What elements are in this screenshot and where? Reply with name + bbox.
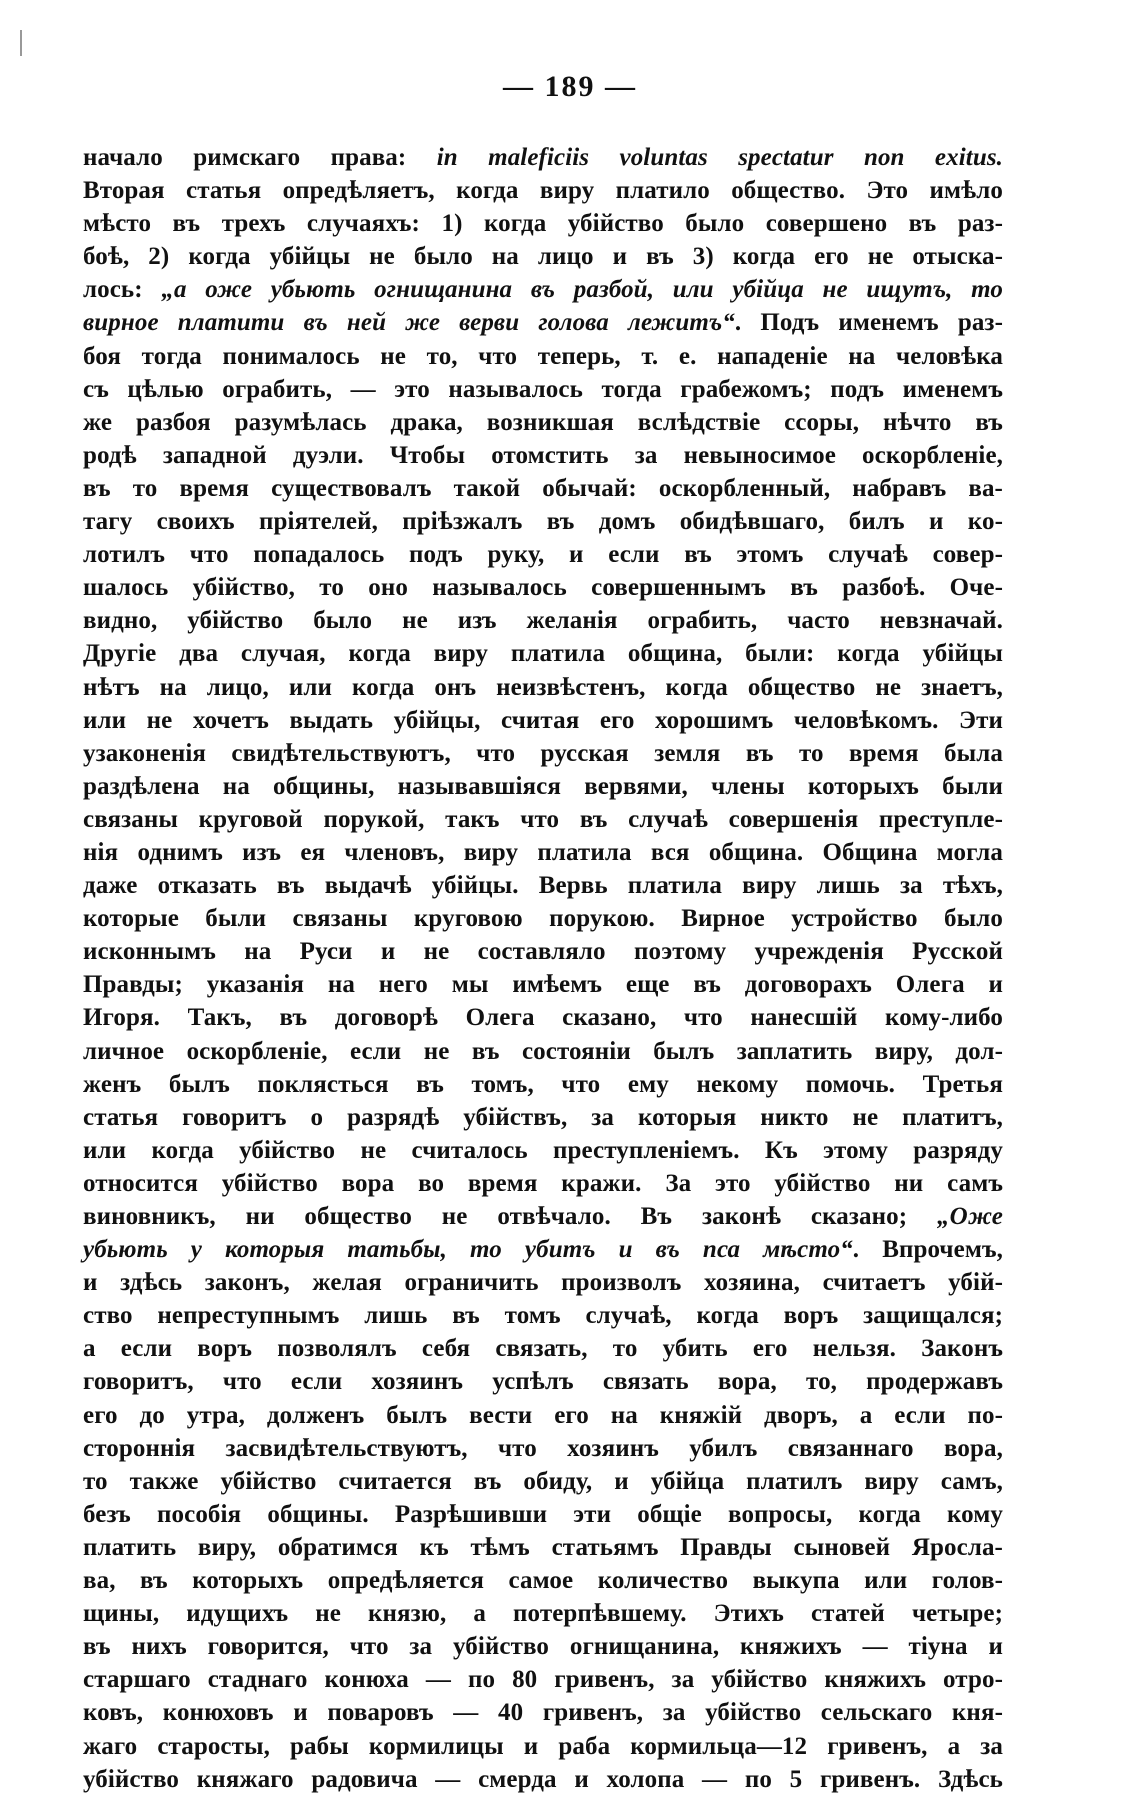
- text-line: [83, 1432, 1003, 1465]
- text-line: [83, 1564, 1003, 1597]
- text-line: [83, 1763, 1003, 1796]
- text-segment: относится убійство вора во время кражи. За это убійство ни самъ: [83, 1169, 1003, 1197]
- text-line: [83, 869, 1003, 902]
- text-segment: въ то время существовалъ такой обычай: оскорбленный, набравъ ва-: [83, 474, 1003, 502]
- text-line: [83, 1233, 1003, 1266]
- text-segment: . Подъ именемъ раз-: [734, 309, 1003, 337]
- text-segment: щины, идущихъ не князю, а потерпѣвшему. Этихъ статей четыре;: [83, 1600, 1003, 1628]
- text-segment: начало римскаго права:: [83, 144, 437, 171]
- text-line: [83, 1630, 1003, 1663]
- text-segment: безъ пособія общины. Разрѣшивши эти общіе вопросы, когда кому: [83, 1500, 1003, 1528]
- text-segment: или не хочетъ выдать убійцы, считая его хорошимъ человѣкомъ. Эти: [83, 706, 1003, 734]
- text-segment: ковъ, конюховъ и поваровъ — 40 гривенъ, за убійство сельскаго кня-: [83, 1699, 1003, 1727]
- text-segment: родѣ западной дуэли. Чтобы отомстить за невыносимое оскорбленіе,: [83, 441, 1003, 469]
- text-segment: видно, убійство было не изъ желанія ограбить, часто невзначай.: [83, 607, 1003, 635]
- text-segment: виновникъ, ни общество не отвѣчало. Въ законѣ сказано;: [83, 1203, 937, 1230]
- text-segment: которые были связаны круговою порукою. Вирное устройство было: [83, 905, 1003, 933]
- text-segment: даже отказать въ выдачѣ убійцы. Вервь платила виру лишь за тѣхъ,: [83, 872, 1003, 900]
- text-segment: и здѣсь законъ, желая ограничить произволъ хозяина, считаетъ убій-: [83, 1269, 1003, 1297]
- text-segment: ва, въ которыхъ опредѣляется самое количество выкупа или голов-: [83, 1567, 1003, 1595]
- text-line: [83, 141, 1003, 174]
- text-segment: Игоря. Такъ, въ договорѣ Олега сказано, что нанесшій кому-либо: [83, 1004, 1003, 1032]
- text-segment: стороннія засвидѣтельствуютъ, что хозяинъ убилъ связаннаго вора,: [83, 1434, 1003, 1462]
- text-line: [83, 1663, 1003, 1696]
- text-line: [83, 1167, 1003, 1200]
- text-line: [83, 1531, 1003, 1564]
- italic-quote-segment: „Оже: [936, 1203, 1003, 1230]
- text-line: [83, 637, 1003, 670]
- text-line: [83, 505, 1003, 538]
- text-segment: убійство княжаго радовича — смерда и холопа — по 5 гривенъ. Здѣсь: [83, 1765, 1003, 1793]
- text-line: [83, 273, 1003, 306]
- text-segment: въ нихъ говорится, что за убійство огнищанина, княжихъ — тіуна и: [83, 1633, 1003, 1661]
- text-line: [83, 538, 1003, 571]
- text-segment: шалось убійство, то оно называлось совершеннымъ въ разбоѣ. Оче-: [83, 574, 1003, 602]
- text-segment: Вторая статья опредѣляетъ, когда виру платило общество. Это имѣло: [83, 177, 1003, 205]
- text-line: [83, 704, 1003, 737]
- italic-quote-segment: убьють у которыя татьбы, то убитъ и въ пса мѣсто“: [83, 1236, 853, 1264]
- text-line: [83, 671, 1003, 704]
- text-segment: а если воръ позволялъ себя связать, то убить его нельзя. Законъ: [83, 1335, 1003, 1363]
- text-line: [83, 968, 1003, 1001]
- text-line: [83, 1465, 1003, 1498]
- text-line: [83, 571, 1003, 604]
- text-line: [83, 174, 1003, 207]
- text-segment: Правды; указанія на него мы имѣемъ еще въ договорахъ Олега и: [83, 971, 1003, 999]
- text-segment: боѣ, 2) когда убійцы не было на лицо и въ 3) когда его не отыска-: [83, 243, 1003, 271]
- text-line: [83, 1068, 1003, 1101]
- text-segment: нія однимъ изъ ея членовъ, виру платила вся община. Община могла: [83, 838, 1003, 866]
- text-segment: лотилъ что попадалось подъ руку, и если въ этомъ случаѣ совер-: [83, 541, 1003, 569]
- text-line: [83, 803, 1003, 836]
- text-line: [83, 1266, 1003, 1299]
- text-segment: Другіе два случая, когда виру платила община, были: когда убійцы: [83, 640, 1003, 668]
- text-segment: раздѣлена на общины, называвшіяся вервями, члены которыхъ были: [83, 772, 1003, 800]
- text-line: [83, 207, 1003, 240]
- text-segment: связаны круговой порукой, такъ что въ случаѣ совершенія преступле-: [83, 805, 1003, 833]
- text-segment: его до утра, долженъ былъ вести его на княжій дворъ, а если по-: [83, 1401, 1003, 1429]
- italic-quote-segment: „а оже убьють огнищанина въ разбой, или убійца не ищутъ, то: [161, 276, 1003, 304]
- text-line: [83, 902, 1003, 935]
- body-text: [83, 141, 1003, 1796]
- text-segment: ство непреступнымъ лишь въ томъ случаѣ, когда воръ защищался;: [83, 1302, 1003, 1330]
- text-line: [83, 836, 1003, 869]
- italic-quote-segment: in maleficiis voluntas spectatur non exitus.: [436, 144, 1003, 171]
- text-line: [83, 1730, 1003, 1763]
- text-segment: исконнымъ на Руси и не составляло поэтому учрежденія Русской: [83, 938, 1003, 966]
- text-segment: женъ былъ поклясться въ томъ, что ему некому помочь. Третья: [83, 1070, 1003, 1098]
- text-line: [83, 340, 1003, 373]
- text-segment: или когда убійство не считалось преступленіемъ. Къ этому разряду: [83, 1136, 1003, 1164]
- text-segment: съ цѣлью ограбить, — это называлось тогда грабежомъ; подъ именемъ: [83, 375, 1003, 403]
- text-line: [83, 1134, 1003, 1167]
- text-line: [83, 1332, 1003, 1365]
- text-segment: статья говоритъ о разрядѣ убійствъ, за которыя никто не платитъ,: [83, 1103, 1003, 1131]
- text-segment: то также убійство считается въ обиду, и убійца платилъ виру самъ,: [83, 1467, 1003, 1495]
- text-segment: узаконенія свидѣтельствуютъ, что русская земля въ то время была: [83, 739, 1003, 767]
- text-segment: лось:: [83, 276, 162, 304]
- text-line: [83, 406, 1003, 439]
- text-segment: жаго старосты, рабы кормилицы и раба кормильца—12 гривенъ, а за: [83, 1732, 1003, 1760]
- page-number: — 189 —: [503, 70, 637, 103]
- text-segment: платить виру, обратимся къ тѣмъ статьямъ Правды сыновей Яросла-: [83, 1533, 1003, 1561]
- text-segment: тагу своихъ пріятелей, пріѣзжалъ въ домъ обидѣвшаго, билъ и ко-: [83, 508, 1003, 536]
- text-line: [83, 1365, 1003, 1398]
- italic-quote-segment: вирное платити въ ней же верви голова лежитъ“: [83, 309, 735, 337]
- text-segment: . Впрочемъ,: [852, 1236, 1003, 1264]
- text-line: [83, 737, 1003, 770]
- text-line: [83, 935, 1003, 968]
- text-line: [83, 306, 1003, 339]
- text-line: [83, 240, 1003, 273]
- text-segment: говоритъ, что если хозяинъ успѣлъ связать вора, то, продержавъ: [83, 1368, 1003, 1396]
- text-line: [83, 373, 1003, 406]
- text-segment: же разбоя разумѣлась драка, возникшая вслѣдствіе ссоры, нѣчто въ: [83, 408, 1003, 436]
- text-line: [83, 439, 1003, 472]
- text-line: [83, 472, 1003, 505]
- page-edge-mark: [20, 30, 22, 56]
- text-segment: нѣтъ на лицо, или когда онъ неизвѣстенъ, когда общество не знаетъ,: [83, 673, 1003, 701]
- text-line: [83, 1035, 1003, 1068]
- text-line: [83, 1200, 1003, 1233]
- text-line: [83, 770, 1003, 803]
- text-line: [83, 1696, 1003, 1729]
- text-segment: старшаго стаднаго конюха — по 80 гривенъ, за убійство княжихъ отро-: [83, 1666, 1003, 1694]
- text-line: [83, 1101, 1003, 1134]
- text-segment: боя тогда понималось не то, что теперь, т. е. нападеніе на человѣка: [83, 342, 1003, 370]
- text-segment: мѣсто въ трехъ случаяхъ: 1) когда убійство было совершено въ раз-: [83, 210, 1003, 238]
- text-segment: личное оскорбленіе, если не въ состояніи былъ заплатить виру, дол-: [83, 1037, 1003, 1065]
- text-line: [83, 1399, 1003, 1432]
- text-line: [83, 1498, 1003, 1531]
- text-line: [83, 1001, 1003, 1034]
- text-line: [83, 604, 1003, 637]
- text-line: [83, 1597, 1003, 1630]
- text-line: [83, 1299, 1003, 1332]
